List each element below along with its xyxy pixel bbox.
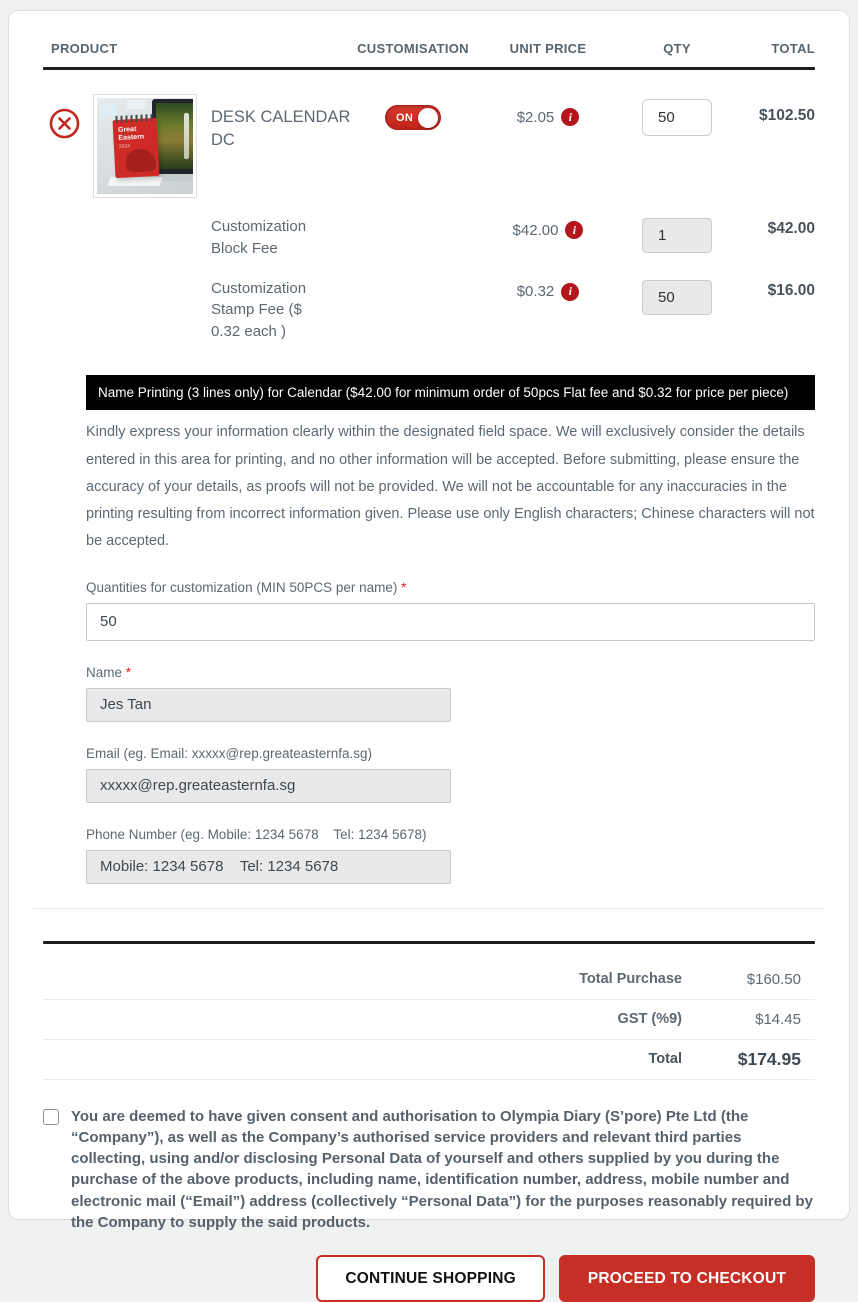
- name-printing-banner: Name Printing (3 lines only) for Calendar ($42.00 for minimum order of 50pcs Flat fee and $0.32 for price per piece): [86, 375, 815, 411]
- remove-item-button[interactable]: [49, 108, 80, 142]
- customization-section: [86, 375, 815, 884]
- product-name: DESK CALENDAR DC: [211, 108, 351, 150]
- summary-row: [43, 960, 815, 1000]
- required-asterisk: *: [125, 664, 132, 680]
- product-line-total: $102.50: [758, 107, 815, 124]
- cart-item-row: [43, 94, 815, 198]
- calendar-year-text: 2024: [118, 143, 131, 151]
- summary-divider: [43, 941, 815, 944]
- toggle-knob: [418, 108, 438, 128]
- fee-unit-price: $0.32: [516, 283, 555, 300]
- calendar-base-graphic: [107, 177, 162, 186]
- summary-label: GST (%9): [617, 1011, 682, 1028]
- printing-instructions: Kindly express your information clearly within the designated field space. We will exclusively consider the details entered in this area for printing, and no other information will be accepted. Before submitting, please ensure the accuracy of your details, as proofs will not be provided. We will not be accountable for any inaccuracies in the printing resulting from incorrect information given. Please use only English characters; Chinese characters will not be accepted.: [86, 424, 815, 550]
- fee-name: Customization Stamp Fee ($ 0.32 each ): [211, 279, 307, 340]
- continue-shopping-button[interactable]: CONTINUE SHOPPING: [316, 1255, 544, 1302]
- cart-table-header: [43, 41, 815, 56]
- phone-label: Phone Number (eg. Mobile: 1234 5678 Tel: 1234 5678): [86, 826, 427, 842]
- info-icon[interactable]: i: [565, 221, 583, 239]
- fee-line-total: $16.00: [767, 281, 815, 299]
- waterfall-graphic: [184, 113, 189, 159]
- fee-name: Customization Block Fee: [211, 218, 307, 257]
- cart-card: [8, 10, 850, 1287]
- header-qty: QTY: [663, 41, 691, 56]
- summary-row-total: [43, 1040, 815, 1080]
- consent-section: [43, 1106, 815, 1234]
- remove-icon: [49, 127, 80, 142]
- quantity-label: [86, 580, 815, 595]
- header-total: TOTAL: [771, 41, 815, 56]
- fee-row: [43, 278, 815, 343]
- info-icon[interactable]: i: [561, 283, 579, 301]
- phone-input[interactable]: [86, 850, 451, 884]
- summary-value: $160.50: [746, 970, 801, 988]
- summary-row: [43, 1000, 815, 1040]
- email-input[interactable]: [86, 769, 451, 803]
- required-asterisk: *: [401, 579, 407, 595]
- fee-qty-input[interactable]: [642, 218, 712, 253]
- header-customisation: CUSTOMISATION: [357, 41, 469, 56]
- sticky-note: [100, 104, 117, 117]
- product-image[interactable]: [93, 94, 197, 198]
- consent-checkbox[interactable]: [43, 1109, 59, 1125]
- fee-qty-input[interactable]: [642, 280, 712, 315]
- remove-cell: [43, 94, 93, 142]
- product-qty-input[interactable]: [642, 99, 712, 136]
- order-summary: [43, 960, 815, 1080]
- fee-unit-price: $42.00: [512, 221, 559, 239]
- info-icon[interactable]: i: [561, 108, 579, 126]
- laptop-screen-graphic: [156, 103, 193, 169]
- section-divider: [33, 908, 825, 909]
- product-image-scene: [97, 98, 193, 194]
- summary-value: $174.95: [737, 1048, 801, 1069]
- toggle-state-label: ON: [396, 111, 414, 124]
- email-label: Email (eg. Email: xxxxx@rep.greateasternfa.sg): [86, 745, 373, 761]
- summary-label: Total: [648, 1051, 682, 1068]
- header-product: PRODUCT: [51, 41, 118, 56]
- desk-calendar-graphic: [113, 118, 160, 178]
- summary-value: $14.45: [755, 1010, 801, 1028]
- summary-label: Total Purchase: [579, 971, 682, 988]
- fee-row: [43, 216, 815, 260]
- fee-line-total: $42.00: [767, 220, 815, 237]
- quantity-label-text: Quantities for customization (MIN 50PCS per name): [86, 579, 402, 595]
- proceed-to-checkout-button[interactable]: PROCEED TO CHECKOUT: [559, 1255, 815, 1302]
- name-label: [86, 665, 815, 680]
- lion-graphic: [125, 148, 156, 173]
- product-unit-price: $2.05: [516, 108, 555, 126]
- name-label-text: Name: [86, 664, 126, 680]
- consent-text: You are deemed to have given consent and authorisation to Olympia Diary (S’pore) Pte Ltd (the “Company”), as well as the Company’s authorised service providers and relevant third parties collecting, using and/or disclosing Personal Data of yourself and others supplied by you during the purchase of the above products, including name, identification number, address, mobile number and electronic mail (“Email”) address (collectively “Personal Data”) for the purposes reasonably required by the Company to supply the said products.: [71, 1107, 813, 1232]
- action-buttons: [43, 1255, 815, 1302]
- name-input[interactable]: [86, 688, 451, 722]
- customization-quantity-input[interactable]: [86, 603, 815, 641]
- sticky-note: [127, 100, 145, 109]
- header-divider: [43, 67, 815, 70]
- header-unit-price: UNIT PRICE: [509, 41, 587, 56]
- calendar-brand-text: Great Eastern: [117, 125, 145, 142]
- customisation-toggle[interactable]: [385, 105, 441, 130]
